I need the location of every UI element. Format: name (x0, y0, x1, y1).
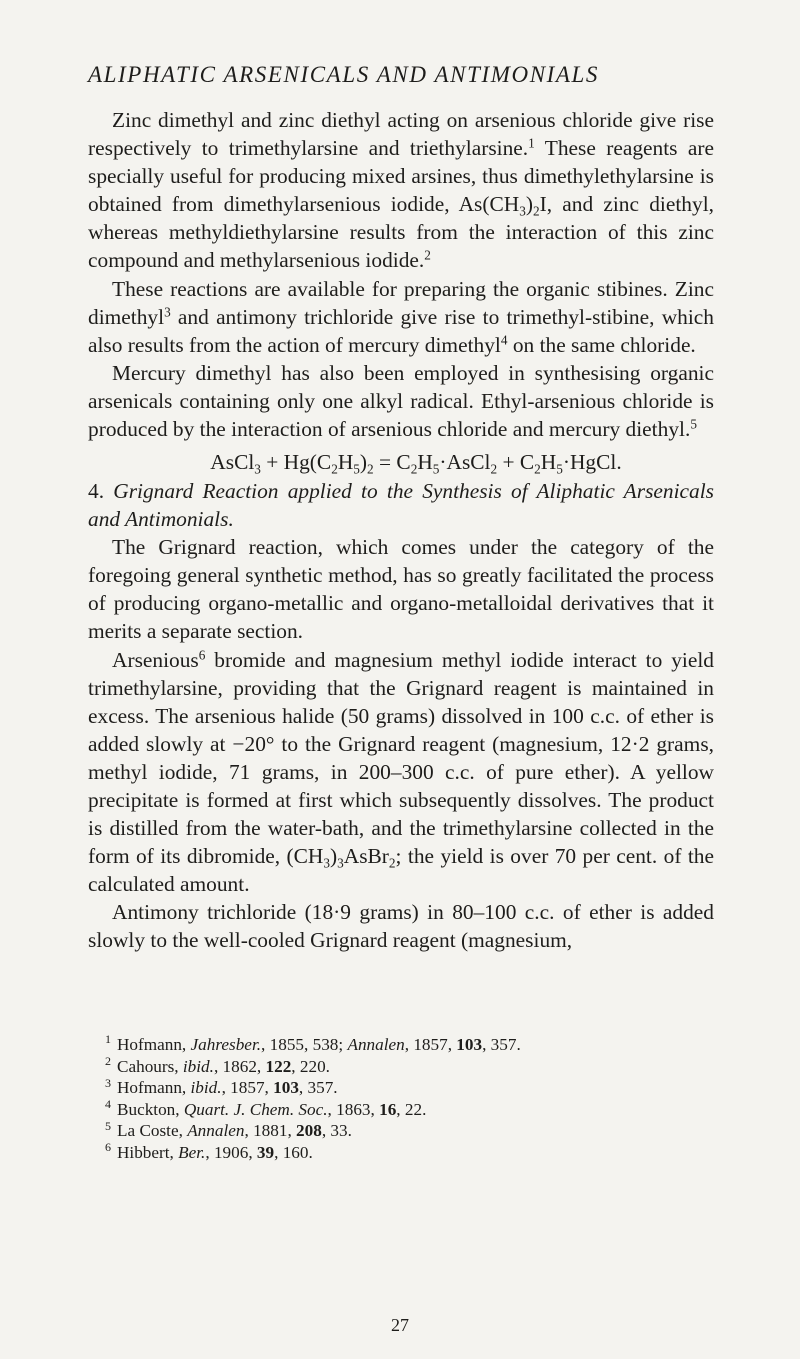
text-run: on the same chloride. (507, 332, 696, 357)
subscript: 2 (532, 203, 540, 219)
eq-part: AsCl (210, 450, 255, 475)
footnote-ref-5: 5 (690, 416, 697, 432)
footnote-pages: , 160. (274, 1142, 313, 1162)
footnote-volume: 103 (273, 1078, 299, 1098)
footnote-number: 3 (105, 1075, 112, 1090)
footnote-2 (105, 1053, 725, 1078)
footnote-author: Hofmann, (117, 1078, 191, 1098)
footnote-pages: , 33. (321, 1121, 352, 1141)
text-run: ) (525, 192, 533, 217)
subscript: 2 (388, 855, 396, 871)
eq-sub: 5 (432, 461, 440, 477)
footnote-detail: , 1855, 538; (261, 1035, 348, 1054)
eq-part: ) (359, 450, 368, 475)
footnote-source: Ber. (178, 1142, 206, 1162)
paragraph-arsenious-bromide (88, 646, 714, 899)
eq-part: H (337, 450, 354, 475)
footnote-number: 5 (105, 1118, 112, 1133)
footnote-6 (105, 1142, 725, 1164)
footnote-author: Buckton, (117, 1099, 184, 1119)
page-number: 27 (391, 1315, 409, 1335)
footnote-ref-1: 1 (528, 135, 535, 151)
text-run: ) (330, 844, 338, 869)
paragraph-stibines (88, 275, 714, 359)
footnote-pages: , 357. (298, 1078, 338, 1098)
footnote-volume: 208 (296, 1121, 322, 1141)
section-title: Grignard Reaction applied to the Synthesis of Aliphatic Arsenicals and Antimonials. (88, 479, 714, 532)
footnote-4 (105, 1099, 725, 1121)
body-text (88, 106, 714, 955)
footnote-source: ibid. (190, 1078, 222, 1098)
footnote-ref-3: 3 (164, 304, 171, 320)
footnote-author: Hofmann, (117, 1035, 191, 1054)
section-heading (88, 477, 714, 533)
footnote-source: ibid. (182, 1056, 214, 1076)
footnote-author: La Coste, (117, 1121, 188, 1141)
footnote-number: 4 (105, 1097, 112, 1112)
footnote-number: 1 (105, 1032, 112, 1047)
eq-sub: 2 (331, 461, 338, 477)
paragraph-zinc-alkyls (88, 106, 714, 275)
footnote-detail: , 1863, (327, 1099, 380, 1119)
eq-sub: 5 (556, 461, 563, 477)
text-run: These reactions are available for preparing the organic stibines. Zinc dimethyl (88, 276, 714, 329)
footnote-detail: , 1857, (221, 1078, 274, 1098)
paragraph-grignard-intro: The Grignard reaction, which comes under the category of the foregoing general synthetic method, has so greatly facilitated the process of producing organo-metallic and organo-metalloidal derivatives that it merits a separate section. (88, 535, 714, 644)
subscript: 3 (323, 855, 330, 871)
text-run: AsBr (343, 844, 389, 869)
text-run: Zinc dimethyl and zinc diethyl acting on arsenious chloride give rise respectively to trimethylarsine and triethylarsine. (88, 108, 714, 161)
text-run: ; the yield is over 70 per cent. of the calculated amount. (88, 844, 714, 897)
footnote-pages: , 22. (396, 1099, 427, 1119)
footnote-1 (105, 1034, 725, 1056)
footnote-pages: , 220. (291, 1056, 330, 1076)
footnote-ref-4: 4 (500, 332, 508, 348)
footnote-5 (105, 1120, 725, 1142)
eq-sub: 2 (534, 461, 541, 477)
paragraph-antimony-trichloride: Antimony trichloride (18·9 grams) in 80–100 c.c. of ether is added slowly to the well-cooled Grignard reagent (magnesium, (88, 900, 714, 953)
paragraph-mercury-dimethyl (88, 359, 714, 443)
text-run: Mercury dimethyl has also been employed in synthesising organic arsenicals containing only one alkyl radical. Ethyl-arsenious chloride is produced by the interaction of arsenious chloride and mercury diethyl. (88, 360, 714, 442)
eq-sub: 2 (367, 461, 374, 477)
eq-part: H (417, 450, 433, 475)
text-run: bromide and magnesium methyl iodide interact to yield trimethylarsine, providing that the Grignard reagent is maintained in excess. The arsenious halide (50 grams) dissolved in 100 c.c. of ether is added slowly at −20° to the Grignard reagent (magnesium, 12·2 grams, methyl iodide, 71 grams, in 200–300 c.c. of pure ether). A yellow precipitate is formed at first which subsequently dissolves. The product is distilled from the water-bath, and the trimethylarsine collected in the form of its dibromide, (CH (88, 647, 714, 869)
footnote-3 (105, 1077, 725, 1099)
text-run: These reagents are specially useful for producing mixed arsines, thus dimethylethylarsine is obtained from dimethylarsenious iodide, As(CH (88, 136, 715, 217)
subscript: 3 (519, 203, 526, 219)
footnote-number: 2 (105, 1053, 112, 1068)
section-number: 4. (88, 479, 105, 504)
running-head: ALIPHATIC ARSENICALS AND ANTIMONIALS (88, 62, 600, 87)
footnote-ref-2: 2 (424, 248, 431, 264)
text-run: and antimony trichloride give rise to trimethyl-stibine, which also results from the action of mercury dimethyl (88, 304, 714, 357)
eq-sub: 3 (254, 461, 261, 477)
chemical-equation (88, 447, 714, 477)
eq-part: ·AsCl (439, 450, 491, 475)
footnote-detail: , 1862, (213, 1056, 266, 1076)
eq-part: H (540, 450, 557, 475)
footnote-volume: 103 (456, 1035, 483, 1054)
text-run: I, and zinc diethyl, whereas methyldiethylarsine results from the interaction of this zinc compound and methylarsenious iodide. (88, 192, 714, 273)
footnote-number: 6 (105, 1140, 112, 1155)
footnote-pages: , 357. (482, 1035, 521, 1054)
eq-sub: 2 (490, 461, 498, 477)
eq-part: = C (373, 450, 411, 475)
footnote-source: Annalen (347, 1035, 405, 1054)
footnote-source: Quart. J. Chem. Soc. (183, 1099, 328, 1119)
footnote-detail: , 1857, (404, 1035, 457, 1054)
eq-sub: 2 (410, 461, 418, 477)
footnote-volume: 122 (265, 1056, 292, 1076)
footnote-detail: , 1881, (244, 1121, 297, 1141)
eq-part: ·HgCl. (562, 450, 622, 475)
footnote-author: Hibbert, (117, 1142, 179, 1162)
eq-part: + Hg(C (260, 450, 332, 475)
eq-part: + C (497, 450, 535, 475)
footnote-source: Annalen (187, 1121, 245, 1141)
footnote-author: Cahours, (117, 1056, 183, 1076)
footnote-volume: 39 (256, 1142, 275, 1162)
text-run: Arsenious (112, 647, 199, 672)
subscript: 3 (337, 855, 344, 871)
footnote-detail: , 1906, (205, 1142, 257, 1162)
footnotes (105, 1034, 725, 1164)
footnote-source: Jahresber. (190, 1035, 262, 1054)
footnote-volume: 16 (379, 1099, 397, 1119)
footnote-ref-6: 6 (198, 647, 206, 663)
eq-sub: 5 (353, 461, 360, 477)
